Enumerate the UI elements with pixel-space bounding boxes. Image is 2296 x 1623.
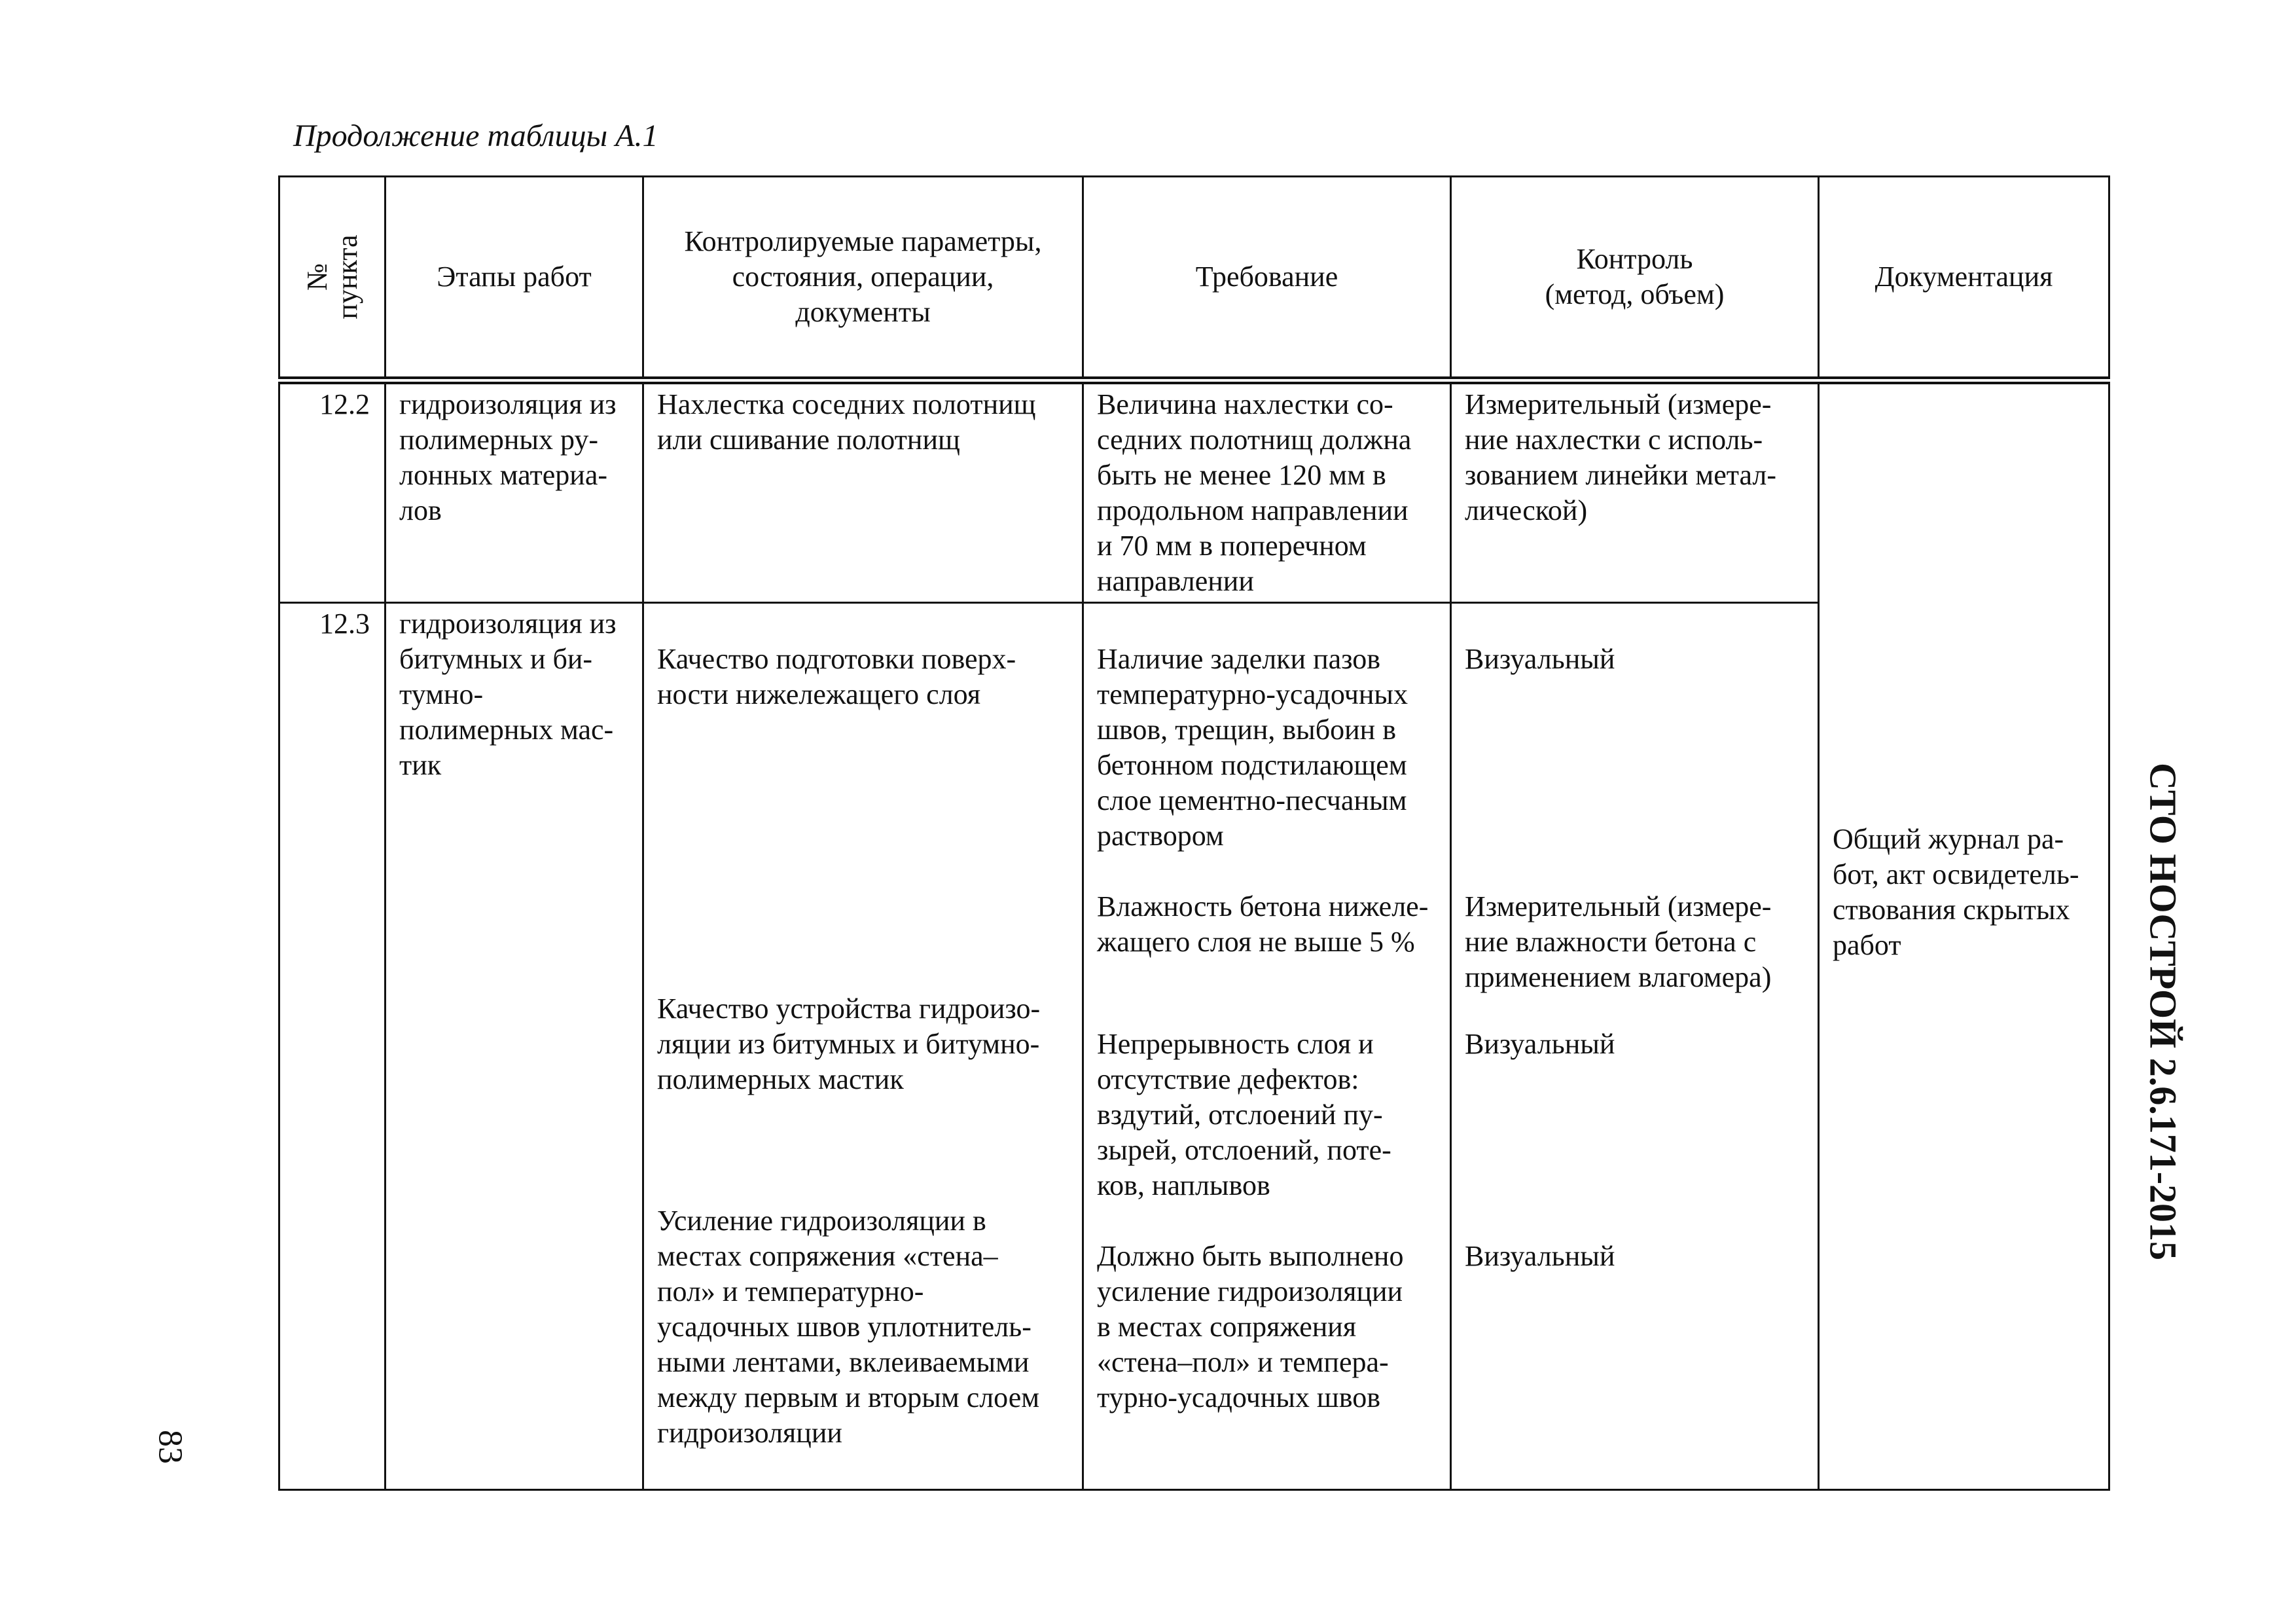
- row-control: Измерительный (измере- ние нахлестки с исполь- зованием линейки метал- лической): [1451, 380, 1819, 603]
- header-item-number: № пункта: [279, 177, 386, 381]
- table-row: [279, 380, 2109, 603]
- row-number: 12.3: [279, 603, 386, 1490]
- documentation-cell: [1819, 380, 2109, 1490]
- page-number: 83: [151, 1430, 189, 1464]
- row-parameters: [643, 603, 1083, 1490]
- param-reinforcement: Усиление гидроизоляции в местах сопряжения «стена– пол» и температурно- усадочных швов уплотнитель- ными лентами, вклеиваемыми между первым и вторым слоем гидроизоляции: [657, 1205, 1040, 1449]
- row-stage: гидроизоляция из битумных и би- тумно- полимерных мас- тик: [386, 603, 643, 1490]
- req-layer-continuity: Непрерывность слоя и отсутствие дефектов: вздутий, отслоений пу- зырей, отслоений, поте- ков, наплывов: [1097, 1028, 1391, 1201]
- param-mastic-quality: Качество устройства гидроизо- ляции из битумных и битумно- полимерных мастик: [657, 993, 1041, 1095]
- row-requirement: Величина нахлестки со- седних полотнищ должна быть не менее 120 мм в продольном направлении и 70 мм в поперечном направлении: [1083, 380, 1451, 603]
- req-concrete-moisture: Влажность бетона нижеле- жащего слоя не выше 5 %: [1097, 890, 1429, 958]
- header-requirement: Требование: [1083, 177, 1451, 381]
- standard-code: СТО НОСТРОЙ 2.6.171-2015: [2142, 762, 2185, 1261]
- req-reinforcement: Должно быть выполнено усиление гидроизоляции в местах сопряжения «стена–пол» и темпера- турно-усадочных швов: [1097, 1240, 1404, 1413]
- row-number: 12.2: [279, 380, 386, 603]
- row-stage: гидроизоляция из полимерных ру- лонных материа- лов: [386, 380, 643, 603]
- row-control: [1451, 603, 1819, 1490]
- header-control-method: Контроль (метод, объем): [1451, 177, 1819, 381]
- req-joint-filling: Наличие заделки пазов температурно-усадочных швов, трещин, выбоин в бетонном подстилающем слое цементно-песчаным раствором: [1097, 643, 1408, 852]
- ctrl-visual-3: Визуальный: [1465, 1240, 1615, 1272]
- table-header-row: [279, 177, 2109, 381]
- row-parameters: Нахлестка соседних полотнищ или сшивание полотнищ: [643, 380, 1083, 603]
- param-surface-prep: Качество подготовки поверх- ности нижележащего слоя: [657, 643, 1016, 710]
- ctrl-visual-1: Визуальный: [1465, 643, 1615, 675]
- row-requirement: [1083, 603, 1451, 1490]
- header-documentation: Документация: [1819, 177, 2109, 381]
- ctrl-moisture-meter: Измерительный (измере- ние влажности бетона с применением влагомера): [1465, 890, 1772, 993]
- control-table: [278, 175, 2110, 1491]
- ctrl-visual-2: Визуальный: [1465, 1028, 1615, 1060]
- documentation-text: Общий журнал ра- бот, акт освидетель- ствования скрытых работ: [1833, 823, 2079, 961]
- table-continuation-caption: Продолжение таблицы А.1: [293, 119, 658, 153]
- header-work-stages: Этапы работ: [386, 177, 643, 381]
- header-controlled-parameters: Контролируемые параметры, состояния, операции, документы: [643, 177, 1083, 381]
